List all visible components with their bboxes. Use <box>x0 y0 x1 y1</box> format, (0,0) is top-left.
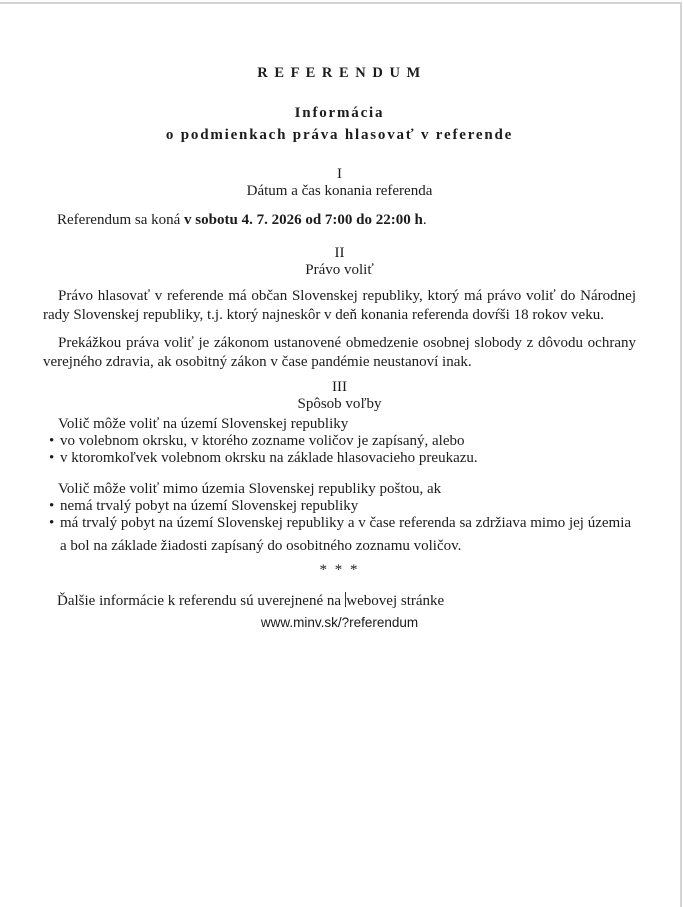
list-item <box>43 450 636 467</box>
list-item <box>43 515 636 532</box>
abroad-voting-intro: Volič môže voliť mimo územia Slovenskej republiky poštou, ak <box>58 481 442 497</box>
footer-info-line <box>43 592 636 610</box>
section-1-number: I <box>337 166 342 182</box>
document-title: R E F E R E N D U M <box>257 65 422 81</box>
section-2-heading: Právo voliť <box>305 262 374 278</box>
section-2-number: II <box>334 245 345 261</box>
domestic-list-item-2: v ktoromkoľvek volebnom okrsku na základe hlasovacieho preukazu. <box>60 450 478 466</box>
bullet-icon: • <box>49 515 55 531</box>
list-item <box>43 433 636 450</box>
date-sentence-regular: Referendum sa koná <box>57 212 185 228</box>
bullet-icon: • <box>49 450 55 466</box>
bullet-icon: • <box>49 498 55 514</box>
section-2-paragraph-2: Prekážkou práva voliť je zákonom ustanovené obmedzenie osobnej slobody z dôvodu ochrany verejného zdravia, ak osobitný zákon v čase pandémie neustanoví inak. <box>43 335 636 370</box>
document-subtitle <box>43 102 636 146</box>
footer-info-after-cursor: webovej stránke <box>346 593 445 609</box>
section-2-paragraph-1: Právo hlasovať v referende má občan Slovenskej republiky, ktorý má právo voliť do Národnej rady Slovenskej republiky, t.j. ktorý najneskôr v deň konania referenda dovŕši 18 rokov veku. <box>43 288 636 323</box>
list-item <box>43 498 636 515</box>
footer-info-before-cursor: Ďalšie informácie k referendu sú uverejnené na <box>57 593 345 609</box>
asterisk-separator: * * * <box>319 562 360 578</box>
domestic-list-item-1: vo volebnom okrsku, v ktorého zozname voličov je zapísaný, alebo <box>60 433 465 449</box>
date-sentence-bold: v sobotu 4. 7. 2026 od 7:00 do 22:00 h <box>184 212 423 228</box>
subtitle-line-1: Informácia <box>294 105 385 121</box>
section-3-number: III <box>332 379 347 395</box>
subtitle-line-2: o podmienkach práva hlasovať v referende <box>165 127 514 143</box>
section-1-body <box>43 211 636 230</box>
domestic-voting-intro: Volič môže voliť na území Slovenskej republiky <box>58 416 349 432</box>
abroad-list-item-2: má trvalý pobyt na území Slovenskej republiky a v čase referenda sa zdržiava mimo jej územia <box>60 515 632 531</box>
section-3-heading: Spôsob voľby <box>297 396 382 412</box>
abroad-list-item-1: nemá trvalý pobyt na území Slovenskej republiky <box>60 498 359 514</box>
abroad-list-continuation: a bol na základe žiadosti zapísaný do osobitného zoznamu voličov. <box>60 538 462 554</box>
bullet-icon: • <box>49 433 55 449</box>
section-1-heading: Dátum a čas konania referenda <box>246 183 433 199</box>
referendum-url[interactable]: www.minv.sk/?referendum <box>260 615 419 630</box>
date-sentence-period: . <box>422 212 427 228</box>
